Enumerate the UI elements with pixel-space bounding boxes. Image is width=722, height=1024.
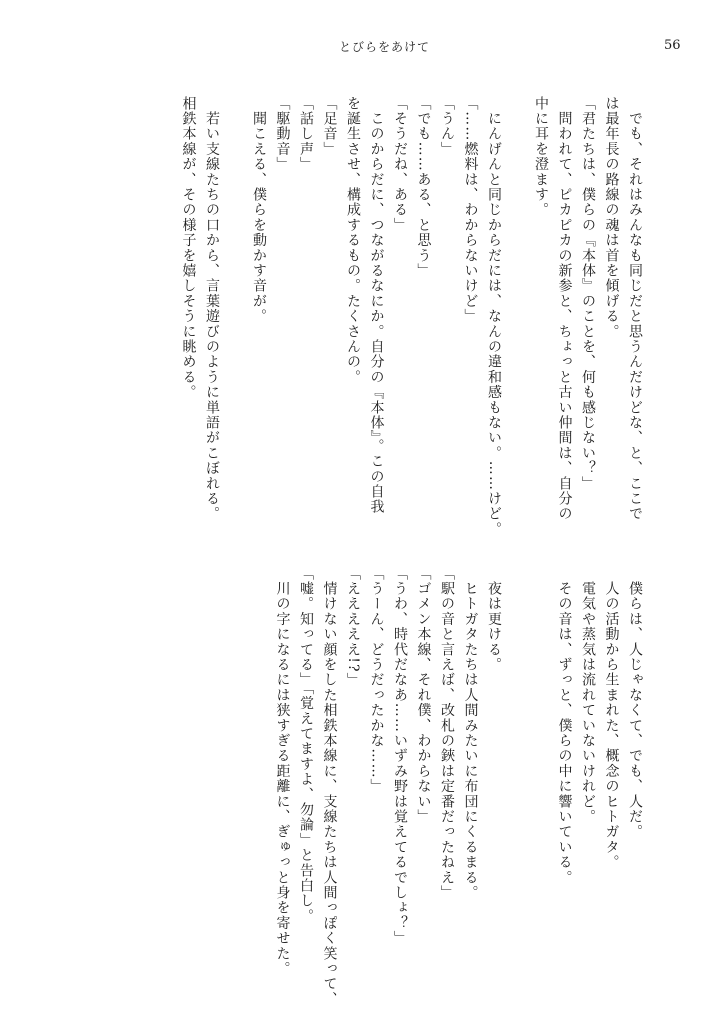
text-line: 「うん」 [439,96,455,157]
blank-line [223,96,247,521]
text-line: 「でも……ある、と思う」 [415,96,432,279]
text-line: 電気や蒸気は流れていないけれど。 [580,566,596,825]
text-line: その音は、ずっと、僕らの中に響いている。 [556,566,573,886]
text-line: 川の字になるには狭すぎる距離に、ぎゅっと身を寄せた。 [274,566,291,977]
text-line: 聞こえる、僕らを動かす音が。 [251,96,267,324]
text-line: 中に耳を澄ます。 [533,96,549,218]
blank-line [505,566,529,991]
text-line: 「……燃料は、わからないけど」 [462,96,479,324]
text-line: 「駅の音と言えば、改札の鋏は定番だったねえ」 [439,566,455,901]
text-line: を誕生させ、構成するもの。たくさんの。 [345,96,361,385]
text-line: 僕らは、人じゃなくて、でも、人だ。 [627,566,643,840]
text-line: 「足音」 [321,96,338,157]
blank-line [505,96,529,521]
bottom-text-block [270,566,646,1007]
text-line: 問われて、ピカピカの新参と、ちょっと古い仲間は、自分の [556,96,573,522]
text-line: 相鉄本線が、その様子を嬉しそうに眺める。 [180,96,197,400]
text-line: 情けない顔をした相鉄本線に、支線たちは人間っぽく笑って、 [321,566,338,1007]
text-line: 若い支線たちの口から、言葉遊びのように単語がこぼれる。 [204,96,220,522]
page-number: 56 [664,38,681,53]
text-line: 夜は更ける。 [486,566,502,673]
text-line: ヒトガタたちは人間みたいに布団にくるまる。 [462,566,479,901]
text-line: 「駆動音」 [274,96,291,172]
text-line: は最年長の路線の魂は首を傾げる。 [603,96,620,340]
text-line: 「話し声」 [298,96,314,172]
text-line: 「えええええ!?」 [345,566,361,688]
text-line: にんげんと同じからだには、なんの違和感もない。……けど。 [486,96,502,537]
text-line: 「嘘。知ってる」「覚えてますよ、勿論」と告白し。 [298,566,314,924]
text-line: 「ゴメン本線、それ僕、わからない」 [415,566,432,825]
text-line: 「君たちは、僕らの『本体』のことを、何も感じない？」 [580,96,596,492]
blank-line [529,566,553,991]
top-text-block [176,96,646,537]
text-line: 「そうだね、ある」 [392,96,408,233]
text-line: でも、それはみんなも同じだと思うんだけどな、と、ここで [627,96,643,522]
text-line: 「うーん、どうだったかな……」 [368,566,385,794]
running-title: とびらをあけて [339,40,431,54]
text-line: 「うわ、時代だなあ……いずみ野は覚えてるでしょ？」 [392,566,408,946]
text-line: このからだに、つながるなにか。自分の『本体』。この自我 [368,96,385,515]
text-line: 人の活動から生まれた、概念のヒトガタ。 [603,566,620,870]
